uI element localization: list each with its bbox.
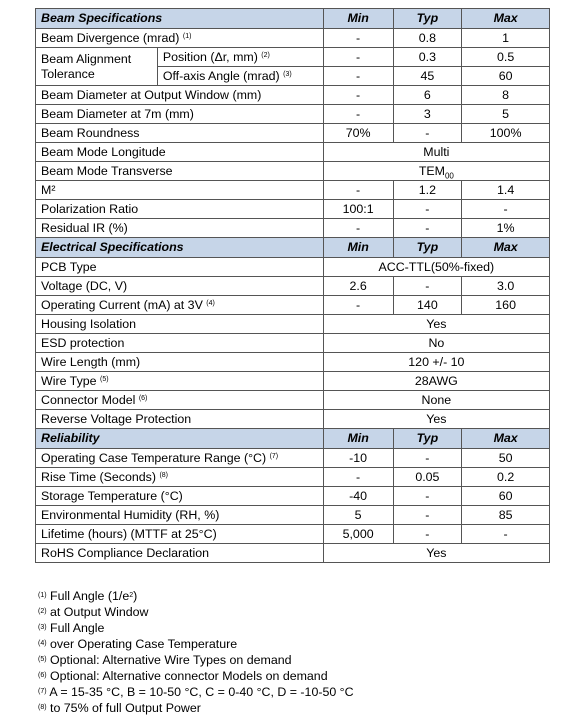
typ-value: - [393,525,462,544]
typ-value: 3 [393,105,462,124]
min-value: -40 [323,487,393,506]
table-row [36,143,550,162]
min-value: -10 [323,449,393,468]
table-row [36,29,550,48]
typ-value: 140 [393,296,462,315]
row-label: Beam Diameter at Output Window (mm) [36,86,324,105]
row-label: Residual IR (%) [36,219,324,238]
table-row [36,334,550,353]
merged-value: Yes [323,410,549,429]
row-label: Storage Temperature (°C) [36,487,324,506]
table-row [36,258,550,277]
max-value: 0.5 [462,48,550,67]
max-value: 1% [462,219,550,238]
row-label: PCB Type [36,258,324,277]
typ-value: - [393,219,462,238]
table-row [36,372,550,391]
row-label: Connector Model $^{(6)}$ [36,391,324,410]
row-label: Rise Time (Seconds) $^{(8)}$ [36,468,324,487]
row-label: Environmental Humidity (RH, %) [36,506,324,525]
min-value: 100:1 [323,200,393,219]
table-row [36,468,550,487]
min-value: - [323,105,393,124]
section-header-electrical [36,238,550,258]
table-row [36,315,550,334]
typ-value: 1.2 [393,181,462,200]
section-header-reliability [36,429,550,449]
table-row [36,48,550,67]
max-value: 8 [462,86,550,105]
table-row [36,219,550,238]
max-value: 5 [462,105,550,124]
min-value: - [323,29,393,48]
typ-value: 0.3 [393,48,462,67]
col-min: Min [323,9,393,29]
typ-value: - [393,449,462,468]
footnote: $^{(4)}$ over Operating Case Temperature [38,637,238,651]
merged-value: 28AWG [323,372,549,391]
footnote: $^{(7)}$ A = 15-35 °C, B = 10-50 °C, C = 0-40 °C, D = -10-50 °C [38,685,354,699]
table-row [36,544,550,563]
min-value: - [323,67,393,86]
min-value: - [323,468,393,487]
max-value: 160 [462,296,550,315]
min-value: 70% [323,124,393,143]
min-value: - [323,219,393,238]
row-label: Operating Current (mA) at 3V $^{(4)}$ [36,296,324,315]
min-value: - [323,86,393,105]
merged-value: 120 +/- 10 [323,353,549,372]
typ-value: 0.8 [393,29,462,48]
table-row [36,525,550,544]
section-title: Reliability [36,429,324,449]
table-row [36,353,550,372]
table-row [36,391,550,410]
row-label: M² [36,181,324,200]
typ-value: 6 [393,86,462,105]
col-typ: Typ [393,429,462,449]
col-max: Max [462,429,550,449]
footnotes [38,588,354,716]
merged-value: $TEM_{00}$ [323,162,549,181]
typ-value: - [393,506,462,525]
table-row [36,277,550,296]
merged-value: ACC-TTL(50%-fixed) [323,258,549,277]
typ-value: 45 [393,67,462,86]
typ-value: - [393,200,462,219]
row-label: Voltage (DC, V) [36,277,324,296]
table-row [36,487,550,506]
min-value: - [323,181,393,200]
row-label: Operating Case Temperature Range (°C) $^{(7)}$ [36,449,324,468]
merged-value: None [323,391,549,410]
table-row [36,506,550,525]
max-value: 60 [462,67,550,86]
typ-value: 0.05 [393,468,462,487]
typ-value: - [393,124,462,143]
spec-table [35,8,550,563]
col-typ: Typ [393,238,462,258]
row-label: Reverse Voltage Protection [36,410,324,429]
row-label: RoHS Compliance Declaration [36,544,324,563]
table-row [36,296,550,315]
section-title: Electrical Specifications [36,238,324,258]
max-value: 1.4 [462,181,550,200]
max-value: 60 [462,487,550,506]
table-row [36,200,550,219]
merged-value: Multi [323,143,549,162]
footnote: $^{(2)}$ at Output Window [38,605,149,619]
row-label: Beam Divergence (mrad) $^{(1)}$ [36,29,324,48]
min-value: - [323,296,393,315]
row-label: Off-axis Angle (mrad) $^{(3)}$ [157,67,323,86]
row-label: Lifetime (hours) (MTTF at 25°C) [36,525,324,544]
row-label: Position (Δr, mm) $^{(2)}$ [157,48,323,67]
typ-value: - [393,487,462,506]
footnote: $^{(3)}$ Full Angle [38,621,105,635]
min-value: 2.6 [323,277,393,296]
max-value: - [462,525,550,544]
row-label: Beam Mode Transverse [36,162,324,181]
col-max: Max [462,238,550,258]
table-row [36,105,550,124]
col-min: Min [323,238,393,258]
col-typ: Typ [393,9,462,29]
row-label: Beam Diameter at 7m (mm) [36,105,324,124]
row-label: Wire Length (mm) [36,353,324,372]
col-min: Min [323,429,393,449]
max-value: 1 [462,29,550,48]
row-label: Polarization Ratio [36,200,324,219]
footnote: $^{(1)}$ Full Angle $(1/e^2)$ [38,589,138,603]
section-header-beam [36,9,550,29]
max-value: 50 [462,449,550,468]
table-row [36,181,550,200]
row-label: Wire Type $^{(5)}$ [36,372,324,391]
row-label: Beam Roundness [36,124,324,143]
table-row [36,162,550,181]
max-value: 0.2 [462,468,550,487]
max-value: 100% [462,124,550,143]
typ-value: - [393,277,462,296]
footnote: $^{(5)}$ Optional: Alternative Wire Types on demand [38,653,292,667]
merged-value: Yes [323,315,549,334]
max-value: 3.0 [462,277,550,296]
max-value: 85 [462,506,550,525]
table-row [36,410,550,429]
row-label: Beam Mode Longitude [36,143,324,162]
table-row [36,449,550,468]
footnote: $^{(8)}$ to 75% of full Output Power [38,701,201,715]
min-value: 5,000 [323,525,393,544]
merged-value: No [323,334,549,353]
footnote: $^{(6)}$ Optional: Alternative connector Models on demand [38,669,328,683]
col-max: Max [462,9,550,29]
min-value: - [323,48,393,67]
table-row [36,86,550,105]
min-value: 5 [323,506,393,525]
row-label: ESD protection [36,334,324,353]
table-row [36,124,550,143]
row-label: Housing Isolation [36,315,324,334]
max-value: - [462,200,550,219]
section-title: Beam Specifications [36,9,324,29]
merged-value: Yes [323,544,549,563]
group-label: Beam Alignment Tolerance [36,48,158,86]
